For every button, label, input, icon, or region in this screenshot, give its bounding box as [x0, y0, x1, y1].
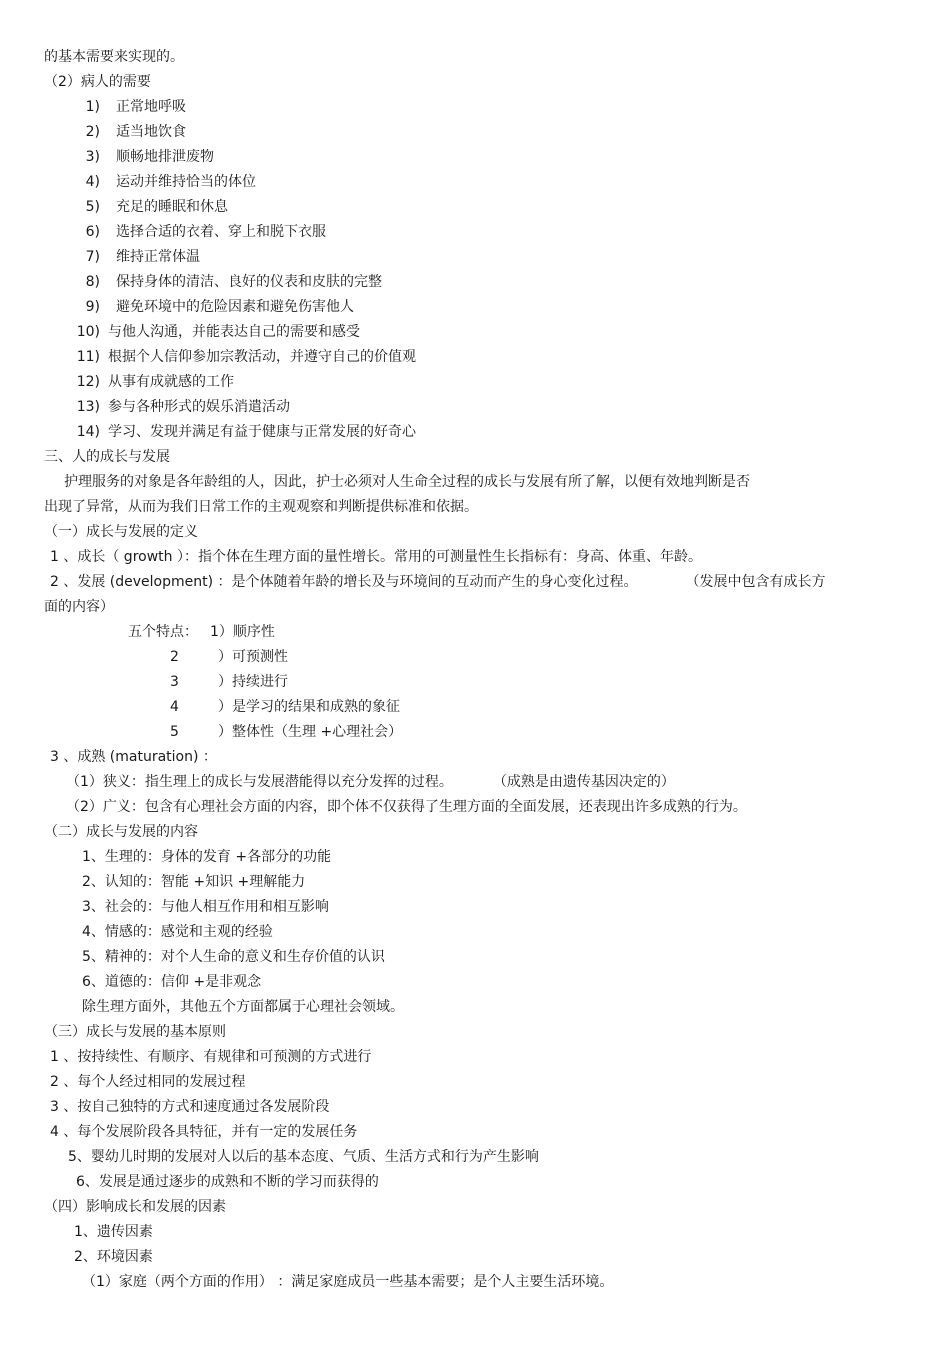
feature-item: 4 ）是学习的结果和成熟的象征: [170, 699, 400, 715]
list-item: 10) 与他人沟通，并能表达自己的需要和感受: [76, 324, 360, 340]
list-item: 6) 选择合适的衣着、穿上和脱下衣服: [85, 224, 326, 240]
list-item: 2) 适当地饮食: [85, 124, 186, 140]
list-item: （1）家庭（两个方面的作用） ：满足家庭成员一些基本需要；是个人主要生活环境。: [82, 1274, 614, 1290]
definition-maturation: 3 、成熟 (maturation) ：: [50, 749, 217, 765]
list-item: 3、社会的：与他人相互作用和相互影响: [82, 899, 329, 915]
list-item: 8) 保持身体的清洁、良好的仪表和皮肤的完整: [85, 274, 382, 290]
list-item: 1、生理的：身体的发育 +各部分的功能: [82, 849, 332, 865]
list-item: 1 、按持续性、有顺序、有规律和可预测的方式进行: [50, 1049, 372, 1065]
list-item: 11) 根据个人信仰参加宗教活动，并遵守自己的价值观: [76, 349, 416, 365]
patient-needs-heading: （2）病人的需要: [44, 74, 151, 90]
list-item: 7) 维持正常体温: [85, 249, 200, 265]
subsection-heading: （二）成长与发展的内容: [44, 824, 198, 840]
list-item: 4) 运动并维持恰当的体位: [85, 174, 256, 190]
section-heading: 三、人的成长与发展: [44, 449, 170, 465]
list-item: 5) 充足的睡眠和休息: [85, 199, 228, 215]
feature-item: 2 ）可预测性: [170, 649, 288, 665]
list-item: 2、认知的：智能 +知识 +理解能力: [82, 874, 306, 890]
list-item: 2、环境因素: [74, 1249, 153, 1265]
feature-item: 5 ）整体性（生理 +心理社会）: [170, 724, 403, 740]
definition-development: 2 、发展 (development) ：是个体随着年龄的增长及与环境间的互动而产生的身心变化过程。 （发展中包含有成长方: [50, 574, 826, 590]
subsection-heading: （四）影响成长和发展的因素: [44, 1199, 226, 1215]
list-item: 4 、每个发展阶段各具特征，并有一定的发展任务: [50, 1124, 358, 1140]
list-item: 6、道德的：信仰 +是非观念: [82, 974, 262, 990]
list-item: 12) 从事有成就感的工作: [76, 374, 234, 390]
intro-tail: 的基本需要来实现的。: [44, 49, 184, 65]
list-item: 1、遗传因素: [74, 1224, 153, 1240]
list-item: 4、情感的：感觉和主观的经验: [82, 924, 273, 940]
list-item: 3 、按自己独特的方式和速度通过各发展阶段: [50, 1099, 330, 1115]
list-item: 5、婴幼儿时期的发展对人以后的基本态度、气质、生活方式和行为产生影响: [68, 1149, 539, 1165]
subsection-heading: （三）成长与发展的基本原则: [44, 1024, 226, 1040]
list-item: 1) 正常地呼吸: [85, 99, 186, 115]
list-item: 5、精神的：对个人生命的意义和生存价值的认识: [82, 949, 385, 965]
subsection-heading: （一）成长与发展的定义: [44, 524, 198, 540]
maturation-broad: （2）广义：包含有心理社会方面的内容，即个体不仅获得了生理方面的全面发展，还表现出许多成熟的行为。: [66, 799, 747, 815]
feature-item: 3 ）持续进行: [170, 674, 288, 690]
paragraph-line: 出现了异常，从而为我们日常工作的主观观察和判断提供标准和依据。: [44, 499, 478, 515]
five-features-label: 五个特点： 1）顺序性: [128, 624, 275, 640]
list-item: 3) 顺畅地排泄废物: [85, 149, 214, 165]
definition-development-cont: 面的内容）: [44, 599, 114, 615]
list-item: 9) 避免环境中的危险因素和避免伤害他人: [85, 299, 354, 315]
list-item: 13) 参与各种形式的娱乐消遣活动: [76, 399, 290, 415]
list-item: 2 、每个人经过相同的发展过程: [50, 1074, 246, 1090]
content-note: 除生理方面外，其他五个方面都属于心理社会领域。: [82, 999, 404, 1015]
paragraph-line: 护理服务的对象是各年龄组的人，因此，护士必须对人生命全过程的成长与发展有所了解，以便有效地判断是否: [64, 474, 750, 490]
maturation-narrow: （1）狭义：指生理上的成长与发展潜能得以充分发挥的过程。 （成熟是由遗传基因决定的）: [66, 774, 675, 790]
list-item: 14) 学习、发现并满足有益于健康与正常发展的好奇心: [76, 424, 416, 440]
list-item: 6、发展是通过逐步的成熟和不断的学习而获得的: [76, 1174, 379, 1190]
definition-growth: 1 、成长（ growth ）：指个体在生理方面的量性增长。常用的可测量性生长指标有：身高、体重、年龄。: [50, 549, 702, 565]
